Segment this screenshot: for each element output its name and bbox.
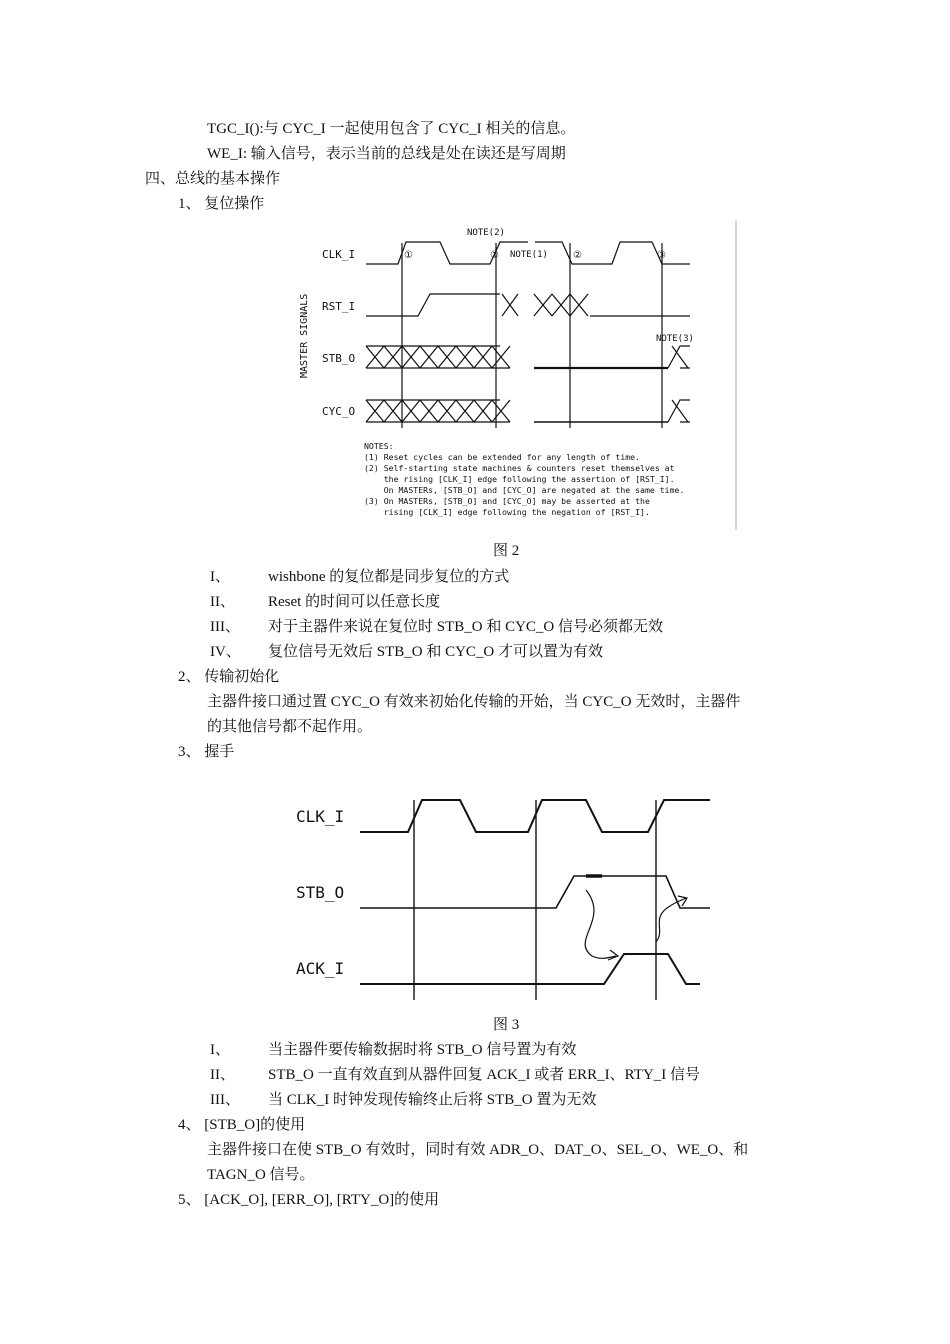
note-1-label: NOTE(1) [510, 250, 548, 260]
figure-3-caption: 图 3 [493, 1017, 520, 1033]
list-item: 当主器件要传输数据时将 STB_O 信号置为有效 [268, 1042, 577, 1058]
reset-timing-diagram [290, 218, 740, 533]
master-signals-label: MASTER SIGNALS [299, 293, 310, 378]
list-item: 当 CLK_I 时钟发现传输终止后将 STB_O 置为无效 [268, 1092, 597, 1108]
signal-ack-label: ACK_I [296, 959, 345, 978]
signal-clk-label: CLK_I [322, 248, 356, 261]
note-2-label: NOTE(2) [467, 228, 505, 238]
stb-paragraph-line: TAGN_O 信号。 [207, 1167, 315, 1183]
stb-heading: 4、 [STB_O]的使用 [178, 1117, 306, 1133]
signal-rst-label: RST_I [322, 300, 356, 313]
handshake-timing-diagram [290, 790, 720, 1005]
list-item: 复位信号无效后 STB_O 和 CYC_O 才可以置为有效 [268, 644, 604, 660]
note-line: the rising [CLK_I] edge following the assertion of [RST_I]. [364, 474, 675, 484]
list-item-num: III、 [210, 619, 240, 635]
note-3-label: NOTE(3) [656, 334, 694, 344]
marker-d: ③ [657, 250, 666, 261]
signal-cyc-label: CYC_O [322, 405, 356, 418]
init-paragraph-line: 的其他信号都不起作用。 [207, 719, 373, 735]
signal-clk-label: CLK_I [296, 807, 345, 826]
list-item: STB_O 一直有效直到从器件回复 ACK_I 或者 ERR_I、RTY_I 信号 [268, 1067, 701, 1083]
note-line: (3) On MASTERs, [STB_O] and [CYC_O] may be asserted at the [364, 496, 650, 506]
intro-line-we: WE_I: 输入信号，表示当前的总线是处在读还是写周期 [207, 146, 566, 162]
reset-heading: 1、 复位操作 [178, 196, 265, 212]
init-paragraph-line: 主器件接口通过置 CYC_O 有效来初始化传输的开始，当 CYC_O 无效时，主器件 [207, 694, 741, 710]
list-item-num: I、 [210, 569, 230, 585]
list-item: 对于主器件来说在复位时 STB_O 和 CYC_O 信号必须都无效 [268, 619, 664, 635]
note-line: NOTES: [364, 441, 394, 451]
note-line: rising [CLK_I] edge following the negation of [RST_I]. [364, 507, 650, 517]
init-heading: 2、 传输初始化 [178, 669, 280, 685]
list-item: Reset 的时间可以任意长度 [268, 594, 441, 610]
marker-b: ① [490, 250, 499, 261]
list-item-num: III、 [210, 1092, 240, 1108]
marker-c: ② [573, 250, 582, 261]
handshake-heading: 3、 握手 [178, 744, 235, 760]
note-line: (2) Self-starting state machines & counters reset themselves at [364, 463, 675, 473]
intro-line-tgc: TGC_I():与 CYC_I 一起使用包含了 CYC_I 相关的信息。 [207, 121, 576, 137]
list-item-num: II、 [210, 594, 235, 610]
signal-stb-label: STB_O [296, 883, 345, 902]
signal-stb-label: STB_O [322, 352, 356, 365]
list-item-num: IV、 [210, 644, 241, 660]
list-item-num: I、 [210, 1042, 230, 1058]
list-item: wishbone 的复位都是同步复位的方式 [268, 569, 510, 585]
section-heading: 四、总线的基本操作 [145, 171, 281, 187]
stb-paragraph-line: 主器件接口在使 STB_O 有效时，同时有效 ADR_O、DAT_O、SEL_O、WE_O、和 [207, 1142, 749, 1158]
list-item-num: II、 [210, 1067, 235, 1083]
ack-heading: 5、 [ACK_O], [ERR_O], [RTY_O]的使用 [178, 1192, 440, 1208]
marker-a: ① [404, 250, 413, 261]
figure-2-caption: 图 2 [493, 543, 520, 559]
note-line: On MASTERs, [STB_O] and [CYC_O] are negated at the same time. [364, 485, 685, 495]
note-line: (1) Reset cycles can be extended for any length of time. [364, 452, 641, 462]
